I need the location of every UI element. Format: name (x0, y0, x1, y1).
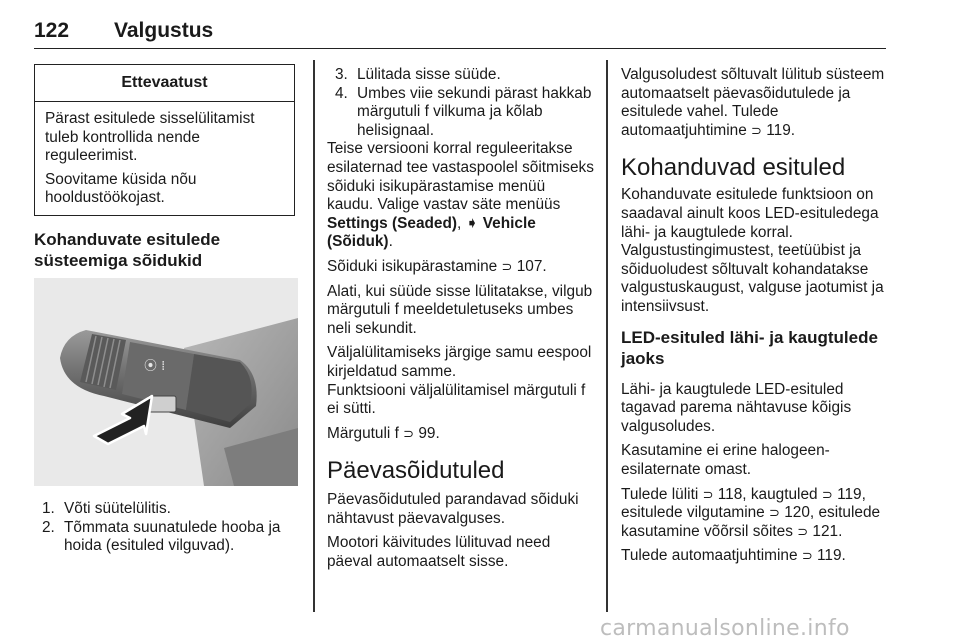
paragraph: Lähi- ja kaugtulede LED-esituled tagavad parema nähtavuse kõigis valgusoludes. (621, 380, 852, 435)
heading-adaptive-headlights: Kohanduvad esituled (621, 154, 846, 182)
paragraph: Tulede lüliti ⊃ 118, kaugtuled ⊃ 119, esitulede vilgutamine ⊃ 120, esitulede kasutamine võõrsil sõites ⊃ 121. (621, 485, 881, 540)
lever-illustration (34, 278, 298, 486)
page-ref-icon: ⊃ (501, 258, 513, 274)
menu-vehicle: Vehicle (Sõiduk) (327, 214, 536, 251)
list-item: 1. Võti süütelülitis. (42, 500, 171, 517)
list-item: 2. Tõmmata suunatulede hooba ja hoida (esituled vilguvad). (42, 518, 281, 555)
menu-arrow-icon: ➧ (465, 214, 479, 232)
page-ref-icon: ⊃ (751, 122, 762, 138)
paragraph: Sõiduki isikupärastamine ⊃ 107. (327, 257, 547, 275)
page-ref-icon: ⊃ (403, 425, 415, 441)
paragraph: Funktsiooni väljalülitamisel märgutuli f ei sütti. (327, 381, 586, 418)
page-ref-icon: ⊃ (801, 548, 813, 564)
warning-text-2: Soovitame küsida nõu hooldustöökojast. (45, 170, 197, 207)
page-ref-icon: ⊃ (797, 523, 809, 539)
svg-text:⦿ ⁞: ⦿ ⁞ (144, 359, 166, 374)
page-ref-icon: ⊃ (769, 505, 780, 521)
page-ref-icon: ⊃ (702, 486, 714, 502)
paragraph: Päevasõidutuled parandavad sõiduki nähtavust päevavalguses. (327, 491, 579, 527)
page-number: 122 (34, 19, 70, 42)
warning-title: Ettevaatust (35, 65, 294, 102)
paragraph: Kasutamine ei erine halogeen-esilaternate omast. (621, 442, 830, 478)
watermark: carmanualsonline.info (600, 616, 850, 641)
paragraph: Märgutuli f ⊃ 99. (327, 424, 440, 442)
column-divider-1 (313, 60, 315, 612)
paragraph: Mootori käivitudes lülituvad need päeval automaatselt sisse. (327, 534, 551, 571)
paragraph: Kohanduvate esitulede funktsioon on saadaval ainult koos LED-esituledega lähi- ja kaugtulede korral. Valgustustingimustest, teetüübist ja sõiduoludest sõltuvalt kohandatakse valgustuskaugust, valguse jaotumist ja intensiivsust. (621, 186, 884, 315)
warning-box (34, 64, 295, 216)
paragraph: Väljalülitamiseks järgige samu eespool kirjeldatud samme. (327, 344, 592, 380)
paragraph: Alati, kui süüde sisse lülitatakse, vilgub märgutuli f meeldetuletuseks umbes neli sekundit. (327, 282, 593, 337)
list-item: 3. Lülitada sisse süüde. (335, 66, 501, 83)
page-ref-icon: ⊃ (821, 486, 833, 502)
section-heading: Kohanduvate esitulede süsteemiga sõidukid (34, 230, 221, 270)
list-item: 4. Umbes viie sekundi pärast hakkab märgutuli f vilkuma ja kõlab helisignaal. (335, 84, 592, 139)
turn-signal-lever-icon (34, 278, 298, 486)
paragraph: Valgusoludest sõltuvalt lülitub süsteem automaatselt päevasõidutulede ja esitulede vahel. Tulede automaatjuhtimine ⊃ 119. (621, 66, 885, 139)
section-title: Valgustus (114, 19, 214, 42)
page-header (34, 18, 886, 49)
menu-settings: Settings (Seaded) (327, 214, 457, 232)
column-divider-2 (606, 60, 608, 612)
paragraph: Teise versiooni korral reguleeritakse esilaternad tee vastaspoolel sõitmiseks sõiduki isikupärastamise menüü kaudu. Valige vastav säte menüüs Settings (Seaded), ➧ Vehicle (Sõiduk). (327, 140, 594, 251)
heading-daytime-lights: Päevasõidutuled (327, 457, 505, 485)
subheading-led: LED-esituled lähi- ja kaugtulede jaoks (621, 327, 878, 368)
paragraph: Tulede automaatjuhtimine ⊃ 119. (621, 547, 846, 565)
warning-text-1: Pärast esitulede sisselülitamist tuleb kontrollida nende reguleerimist. (45, 110, 255, 165)
